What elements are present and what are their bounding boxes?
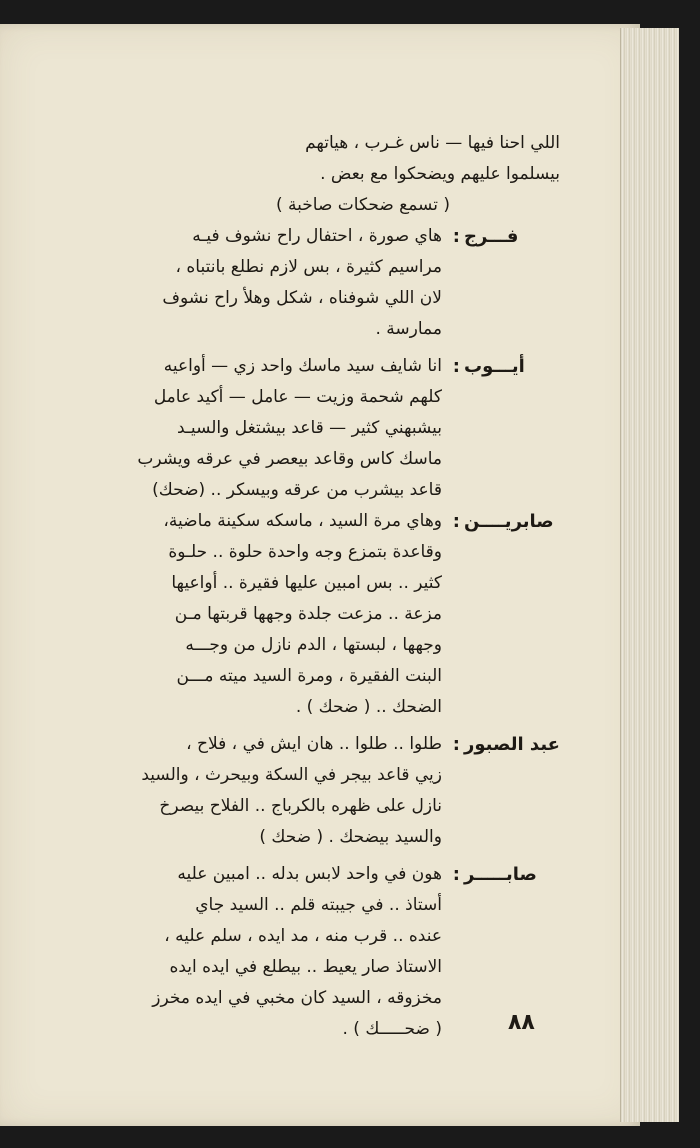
speech-line: مزعة .. مزعت جلدة وجهها قربتها مـن [174, 604, 442, 624]
speech-line: بيشبهني كثير — قاعد بيشتغل والسيـد [177, 418, 442, 438]
speech-line: كلهم شحمة وزيت — عامل — أكيد عامل [153, 387, 442, 407]
speaker-name: أيـــوب [464, 356, 525, 377]
speaker-name: عبد الصبور [464, 734, 560, 755]
dialogue-entry [50, 506, 560, 723]
speech-line: هاي صورة ، احتفال راح نشوف فيـه [192, 226, 442, 246]
stage-direction: ( تسمع ضحكات صاخبة ) [275, 195, 450, 215]
speech-line: انا شايف سيد ماسك واحد زي — أواعيه [163, 356, 442, 376]
play-script-text [50, 128, 560, 1045]
speech-line: أستاذ .. في جيبته قلم .. السيد جاي [195, 895, 442, 915]
speaker-colon: : [452, 356, 460, 377]
dialogue-entry [50, 221, 560, 345]
speech-line: الضحك .. ( ضحك ) . [295, 697, 442, 717]
speech-line: البنت الفقيرة ، ومرة السيد ميته مـــن [176, 666, 442, 686]
speaker-name: صابـــــر [464, 864, 537, 885]
page-edges [620, 28, 679, 1122]
speech-line: مخزوقه ، السيد كان مخبي في ايده مخرز [152, 988, 442, 1008]
speech-line: كثير .. بس امبين عليها فقيرة .. أواعيها [171, 573, 442, 593]
dialogue-entry [50, 351, 560, 506]
stage-line: اللي احنا فيها — ناس غـرب ، هياتهم [305, 133, 560, 153]
speaker-name: صابريــــن [464, 511, 554, 532]
speech-line: زيي قاعد بيجر في السكة وبيحرث ، والسيد [141, 765, 442, 785]
speech [50, 351, 442, 506]
speech-line: لان اللي شوفناه ، شكل وهلأ راح نشوف [162, 288, 442, 308]
speaker-colon: : [452, 864, 460, 885]
speech-line: قاعد بيشرب من عرقه وبيسكر .. (ضحك) [152, 480, 442, 500]
speaker-colon: : [452, 734, 460, 755]
speech-line: ممارسة . [375, 319, 442, 339]
dialogue-entry [50, 729, 560, 853]
speech [50, 729, 442, 853]
speaker-name: فـــرج [464, 226, 519, 247]
speech-line: وجهها ، لبستها ، الدم نازل من وجـــه [185, 635, 442, 655]
speech-line: والسيد بيضحك . ( ضحك ) [259, 827, 442, 847]
speaker-colon: : [452, 511, 460, 532]
stage-line: بيسلموا عليهم ويضحكوا مع بعض . [320, 164, 560, 184]
speech-line: ماسك كاس وقاعد بيعصر في عرقه ويشرب [137, 449, 442, 469]
speech-line: نازل على ظهره بالكرباج .. الفلاح بيصرخ [159, 796, 442, 816]
speech-line: وقاعدة بتمزع وجه واحدة حلوة .. حلـوة [168, 542, 442, 562]
speech [50, 859, 442, 1045]
speech-line: وهاي مرة السيد ، ماسكه سكينة ماضية، [163, 511, 442, 531]
page-number: ٨٨ [508, 1010, 535, 1035]
speech [50, 221, 442, 345]
dialogue-entry [50, 859, 560, 1045]
speech-line: ( ضحـــــك ) . [342, 1019, 442, 1039]
speaker-colon: : [452, 226, 460, 247]
speech-line: هون في واحد لابس بدله .. امبين عليه [177, 864, 442, 884]
speech-line: مراسيم كثيرة ، بس لازم نطلع بانتباه ، [175, 257, 442, 277]
speech-line: الاستاذ صار يعيط .. بيطلع في ايده ايده [169, 957, 442, 977]
speech-line: عنده .. قرب منه ، مد ايده ، سلم عليه ، [164, 926, 442, 946]
speech [50, 506, 442, 723]
speech-line: طلوا .. طلوا .. هان ايش في ، فلاح ، [186, 734, 442, 754]
